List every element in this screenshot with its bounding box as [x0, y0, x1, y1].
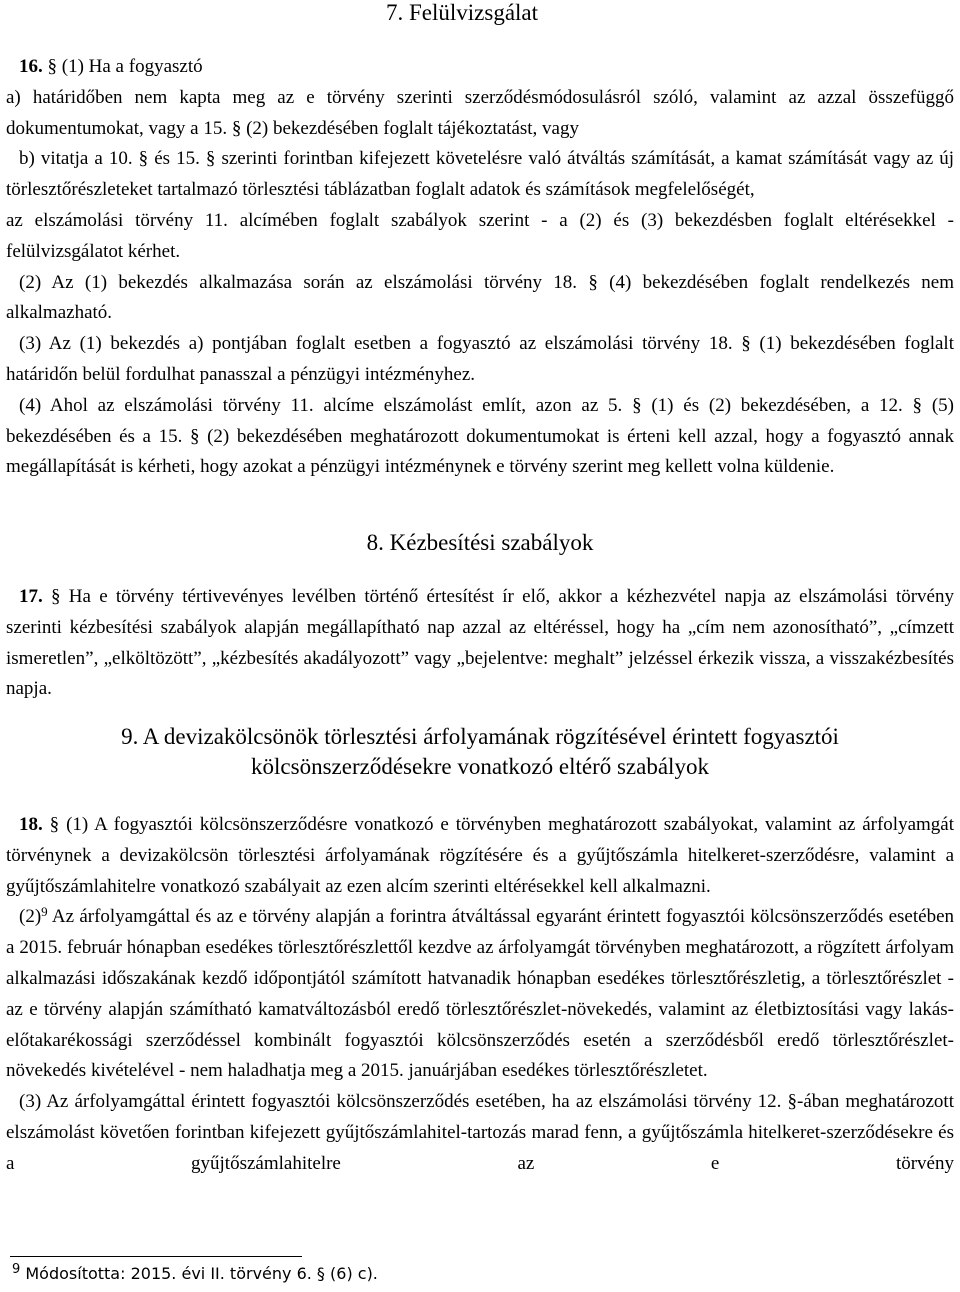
- p18-sub-3: (3) Az árfolyamgáttal érintett fogyasztói kölcsönszerződés esetében, ha az elszámolási törvény 12. §-ában meghatározott elszámolást követően forintban kifejezett gyűjtőszámlahitel-tartozás marad fenn, a gyűjtőszámla hitelkeret-szerződésekre és a gyűjtőszámlahitelre az e törvény: [6, 1091, 954, 1174]
- p18-sub-2: [6, 902, 954, 1087]
- p18-sub-2-prefix: (2): [19, 906, 42, 928]
- footnote-number: 9: [12, 1262, 21, 1277]
- section-9-title-line-1: 9. A devizakölcsönök törlesztési árfolyamának rögzítésével érintett fogyasztói: [121, 724, 839, 749]
- section-9-title-line-2: kölcsönszerződésekre vonatkozó eltérő szabályok: [251, 754, 709, 779]
- paragraph-18: [6, 810, 954, 1180]
- p16-sub-3: (3) Az (1) bekezdés a) pontjában foglalt esetben a fogyasztó az elszámolási törvény 18. § (1) bekezdésében foglalt határidőn belül fordulhat panasszal a pénzügyi intézményhez.: [6, 333, 954, 385]
- p18-number: 18.: [19, 814, 43, 835]
- footnote-text: Módosította: 2015. évi II. törvény 6. § (6) c).: [25, 1264, 378, 1283]
- p16-closing: az elszámolási törvény 11. alcímében foglalt szabályok szerint - a (2) és (3) bekezdésben foglalt eltérésekkel - felülvizsgálatot kérhet.: [6, 209, 954, 262]
- p16-sub-2: (2) Az (1) bekezdés alkalmazása során az elszámolási törvény 18. § (4) bekezdésében foglalt rendelkezés nem alkalmazható.: [6, 271, 954, 324]
- footnote-ref: 9: [41, 904, 48, 920]
- p16-point-a: a) határidőben nem kapta meg az e törvény szerinti szerződésmódosulásról szóló, valamint az azzal összefüggő dokumentumokat, vagy a 15. § (2) bekezdésében foglalt tájékoztatást, vagy: [6, 86, 954, 139]
- p18-sub-2-text: Az árfolyamgáttal és az e törvény alapján a forintra átváltással egyaránt érintett fogyasztói kölcsönszerződés esetében a 2015. február hónapban esedékes törlesztőrészlettől kezdve az árfolyamgát törvényben meghatározott, a rögzített árfolyam alkalmazási időszakának kezdő időpontjától számított hatvanadik hónapban esedékes törlesztőrészletig, a törlesztőrészlet - az e törvény alapján számítható kamatváltozásból eredő törlesztőrészlet-növekedés, valamint az életbiztosítási vagy lakás-előtakarékossági szerződéssel kombinált fogyasztói kölcsönszerződés esetén a szerződésből eredő törlesztőrészlet-növekedés kivételével - nem haladhatja meg a 2015. januárjában esedékes törlesztőrészletet.: [6, 906, 955, 1082]
- footnote: [12, 1262, 378, 1286]
- footnote-divider: [10, 1256, 302, 1257]
- p18-sub-1-text: § (1) A fogyasztói kölcsönszerződésre vonatkozó e törvényben meghatározott szabályokat, valamint az árfolyamgát törvénynek a devizakölcsön törlesztési árfolyamának rögzítésére és a gyűjtőszámla hitelkeret-szerződésre, valamint a gyűjtőszámlahitelre vonatkozó szabályait az ezen alcím szerinti eltérésekkel kell alkalmazni.: [6, 814, 955, 897]
- p16-number: 16.: [19, 56, 43, 77]
- p17-text-wrap: [6, 582, 954, 705]
- p16-intro: [6, 52, 954, 83]
- section-8-title: 8. Kézbesítési szabályok: [366, 530, 594, 555]
- p18-sub-1: [6, 810, 954, 902]
- section-7-title: 7. Felülvizsgálat: [386, 0, 539, 25]
- p17-text: § Ha e törvény tértivevényes levélben történő értesítést ír elő, akkor a kézhezvétel napja az elszámolási törvény szerinti kézbesítési szabályok alapján megállapítható nap azzal az eltéréssel, hogy ha „cím nem azonosítható”, „címzett ismeretlen”, „elköltözött”, „kézbesítés akadályozott” vagy „bejelentve: meghalt” jelzéssel érkezik vissza, a visszakézbesítés napja.: [6, 586, 954, 700]
- paragraph-17: [6, 582, 954, 705]
- p16-sub-4: (4) Ahol az elszámolási törvény 11. alcíme elszámolást említ, azon az 5. § (1) és (2) bekezdésében, a 12. § (5) bekezdésében és a 15. § (2) bekezdésében meghatározott dokumentumokat is érteni kell azzal, hogy a fogyasztó annak megállapítását is kérheti, hogy azokat a pénzügyi intézménynek e törvény szerint meg kellett volna küldenie.: [6, 394, 954, 478]
- section-9-title: [6, 722, 954, 782]
- p16-point-b: b) vitatja a 10. § és 15. § szerinti forintban kifejezett követelésre való átváltás számítását, a kamat számítását vagy az új törlesztőrészleteket tartalmazó törlesztési táblázatban foglalt adatok és számítások megfelelőségét,: [6, 148, 954, 201]
- p17-number: 17.: [19, 586, 43, 607]
- p16-intro-text: § (1) Ha a fogyasztó: [47, 56, 203, 77]
- paragraph-16: [6, 52, 954, 483]
